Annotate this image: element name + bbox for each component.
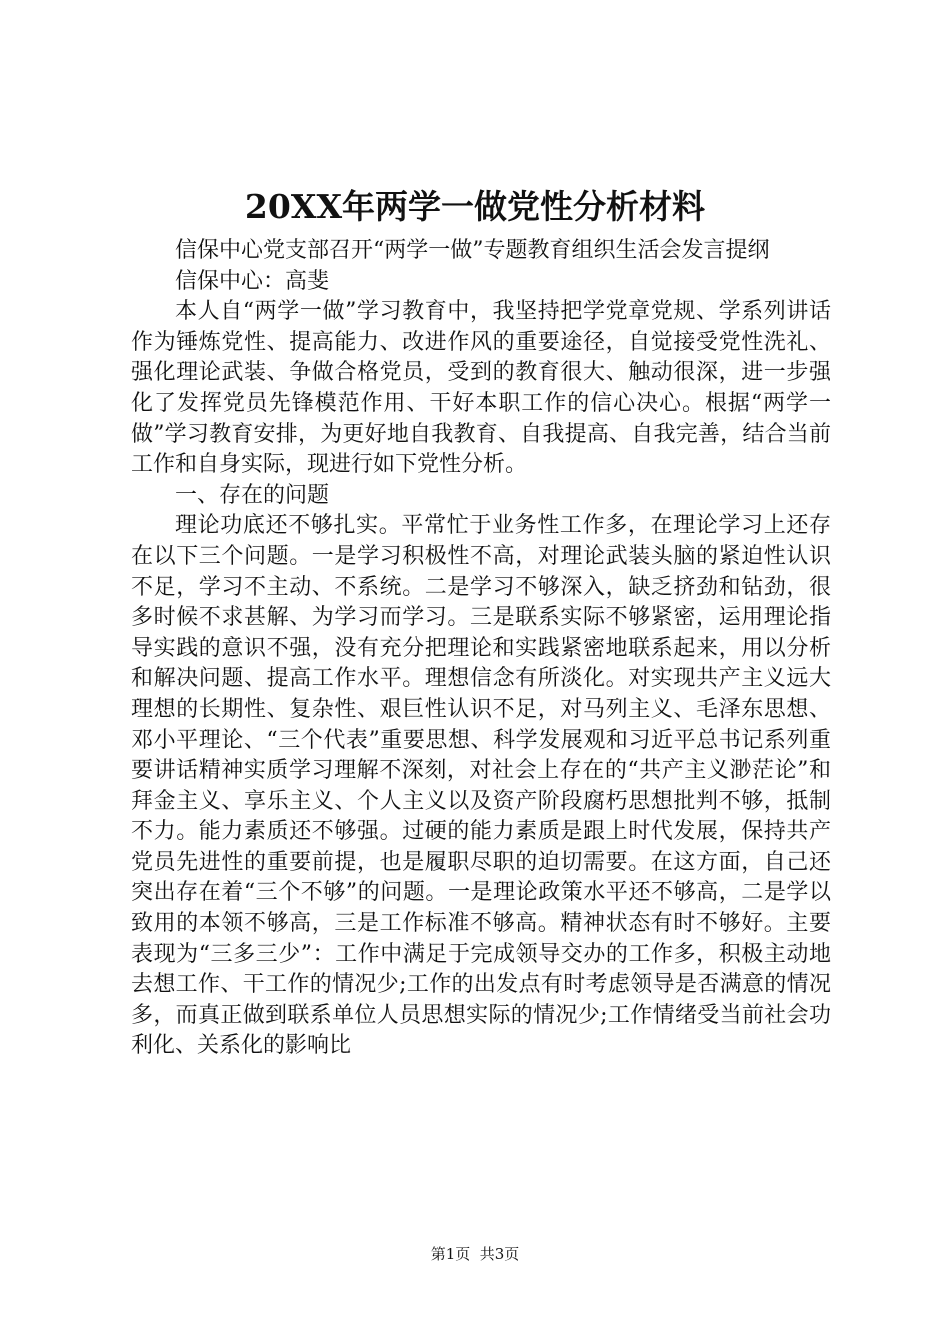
paragraph-intro: 本人自“两学一做”学习教育中，我坚持把学党章党规、学系列讲话作为锤炼党性、提高能力、改进作风的重要途径，自觉接受党性洗礼、强化理论武装、争做合格党员，受到的教育很大、触动很深，进一步强化了发挥党员先锋模范作用、干好本职工作的信心决心。根据“两学一做”学习教育安排，为更好地自我教育、自我提高、自我完善，结合当前工作和自身实际，现进行如下党性分析。 [131,299,831,478]
paragraph-subtitle: 信保中心党支部召开“两学一做”专题教育组织生活会发言提纲 [175,238,770,263]
document-title: 20XX年两学一做党性分析材料 [244,187,706,226]
paragraph-author: 信保中心：高斐 [175,268,330,294]
page-footer: 第1页 共3页 [430,1245,520,1263]
paragraph-problems: 理论功底还不够扎实。平常忙于业务性工作多，在理论学习上还存在以下三个问题。一是学习积极性不高，对理论武装头脑的紧迫性认识不足，学习不主动、不系统。二是学习不够深入，缺乏挤劲和钻劲，很多时候不求甚解、为学习而学习。三是联系实际不够紧密，运用理论指导实践的意识不强，没有充分把理论和实践紧密地联系起来，用以分析和解决问题、提高工作水平。理想信念有所淡化。对实现共产主义远大理想的长期性、复杂性、艰巨性认识不足，对马列主义、毛泽东思想、邓小平理论、“三个代表”重要思想、科学发展观和习近平总书记系列重要讲话精神实质学习理解不深刻，对社会上存在的“共产主义渺茫论”和拜金主义、享乐主义、个人主义以及资产阶段腐朽思想批判不够，抵制不力。能力素质还不够强。过硬的能力素质是跟上时代发展，保持共产党员先进性的重要前提，也是履职尽职的迫切需要。在这方面，自己还突出存在着“三个不够”的问题。一是理论政策水平还不够高，二是学以致用的本领不够高，三是工作标准不够高。精神状态有时不够好。主要表现为“三多三少”：工作中满足于完成领导交办的工作多，积极主动地去想工作、干工作的情况少;工作的出发点有时考虑领导是否满意的情况多，而真正做到联系单位人员思想实际的情况少;工作情绪受当前社会功利化、关系化的影响比 [131,513,831,1059]
section-heading: 一、存在的问题 [175,482,330,508]
document-body [131,236,831,1062]
